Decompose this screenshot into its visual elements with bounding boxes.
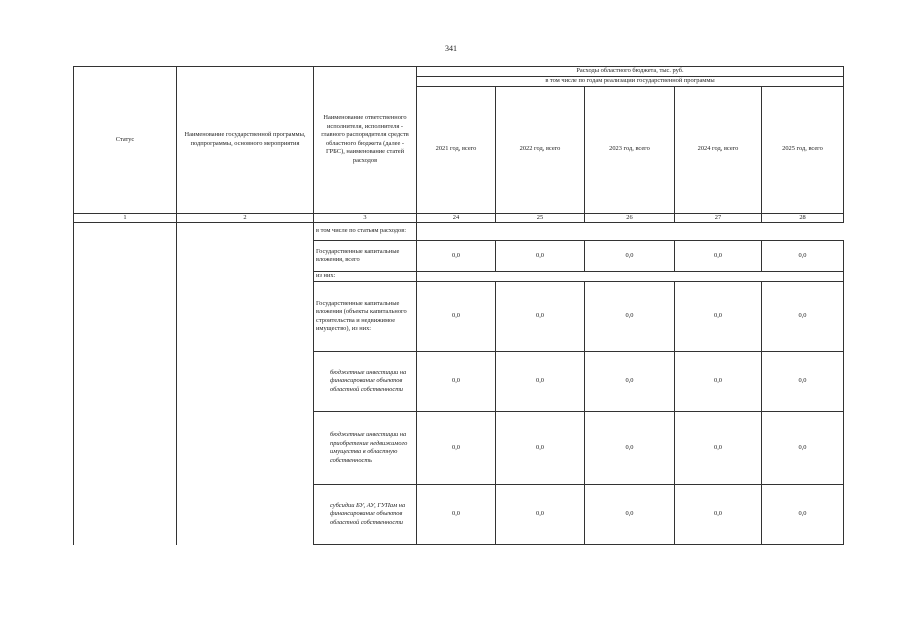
column-number: 27 bbox=[675, 213, 762, 223]
value-cell: 0,0 bbox=[675, 352, 762, 412]
value-cell: 0,0 bbox=[762, 485, 844, 545]
row-label: из них: bbox=[314, 272, 417, 282]
header-status: Статус bbox=[74, 67, 177, 214]
value-cell: 0,0 bbox=[585, 485, 675, 545]
value-cell: 0,0 bbox=[417, 282, 496, 352]
value-cell: 0,0 bbox=[496, 485, 585, 545]
header-year-2024: 2024 год, всего bbox=[675, 86, 762, 213]
column-number: 24 bbox=[417, 213, 496, 223]
header-by-year: в том числе по годам реализации государственной программы bbox=[417, 77, 844, 87]
value-cell: 0,0 bbox=[762, 412, 844, 485]
column-number: 2 bbox=[177, 213, 314, 223]
header-executor: Наименование ответственного исполнителя, исполнителя - главного распорядителя средств областного бюджета (далее - ГРБС), наименование статей расходов bbox=[314, 67, 417, 214]
header-expenses: Расходы областного бюджета, тыс. руб. bbox=[417, 67, 844, 77]
column-number: 25 bbox=[496, 213, 585, 223]
value-cell: 0,0 bbox=[417, 241, 496, 272]
budget-table bbox=[73, 66, 844, 545]
value-cell: 0,0 bbox=[496, 282, 585, 352]
row-label: Государственные капитальные вложения (объекты капитального строительства и недвижимое имущество), из них: bbox=[314, 282, 417, 352]
row-label: бюджетные инвестиции на приобретение недвижимого имущества в областную собственность bbox=[314, 412, 417, 485]
row-label: бюджетные инвестиции на финансирование объектов областной собственности bbox=[314, 352, 417, 412]
column-number: 26 bbox=[585, 213, 675, 223]
row-label: Государственные капитальные вложения, всего bbox=[314, 241, 417, 272]
value-cell: 0,0 bbox=[762, 352, 844, 412]
header-year-2025: 2025 год, всего bbox=[762, 86, 844, 213]
value-cell: 0,0 bbox=[585, 282, 675, 352]
page-number: 341 bbox=[445, 44, 457, 53]
header-year-2022: 2022 год, всего bbox=[496, 86, 585, 213]
value-cell: 0,0 bbox=[762, 241, 844, 272]
column-number: 3 bbox=[314, 213, 417, 223]
row-label: в том числе по статьям расходов: bbox=[314, 223, 417, 241]
header-program-name: Наименование государственной программы, подпрограммы, основного мероприятия bbox=[177, 67, 314, 214]
value-cell: 0,0 bbox=[496, 241, 585, 272]
program-name-cell bbox=[177, 223, 314, 545]
value-cell: 0,0 bbox=[585, 241, 675, 272]
table-row bbox=[74, 223, 844, 241]
value-cell: 0,0 bbox=[585, 412, 675, 485]
value-cell: 0,0 bbox=[417, 485, 496, 545]
value-cell: 0,0 bbox=[417, 352, 496, 412]
value-cell: 0,0 bbox=[496, 352, 585, 412]
value-cell: 0,0 bbox=[585, 352, 675, 412]
header-year-2023: 2023 год, всего bbox=[585, 86, 675, 213]
value-cell: 0,0 bbox=[675, 282, 762, 352]
value-cell: 0,0 bbox=[675, 241, 762, 272]
status-cell bbox=[74, 223, 177, 545]
column-number: 28 bbox=[762, 213, 844, 223]
value-cell: 0,0 bbox=[762, 282, 844, 352]
row-label: субсидии БУ, АУ, ГУПам на финансирование объектов областной собственности bbox=[314, 485, 417, 545]
value-cell: 0,0 bbox=[675, 412, 762, 485]
header-year-2021: 2021 год, всего bbox=[417, 86, 496, 213]
value-cell: 0,0 bbox=[496, 412, 585, 485]
column-number: 1 bbox=[74, 213, 177, 223]
value-cell: 0,0 bbox=[675, 485, 762, 545]
value-cell: 0,0 bbox=[417, 412, 496, 485]
